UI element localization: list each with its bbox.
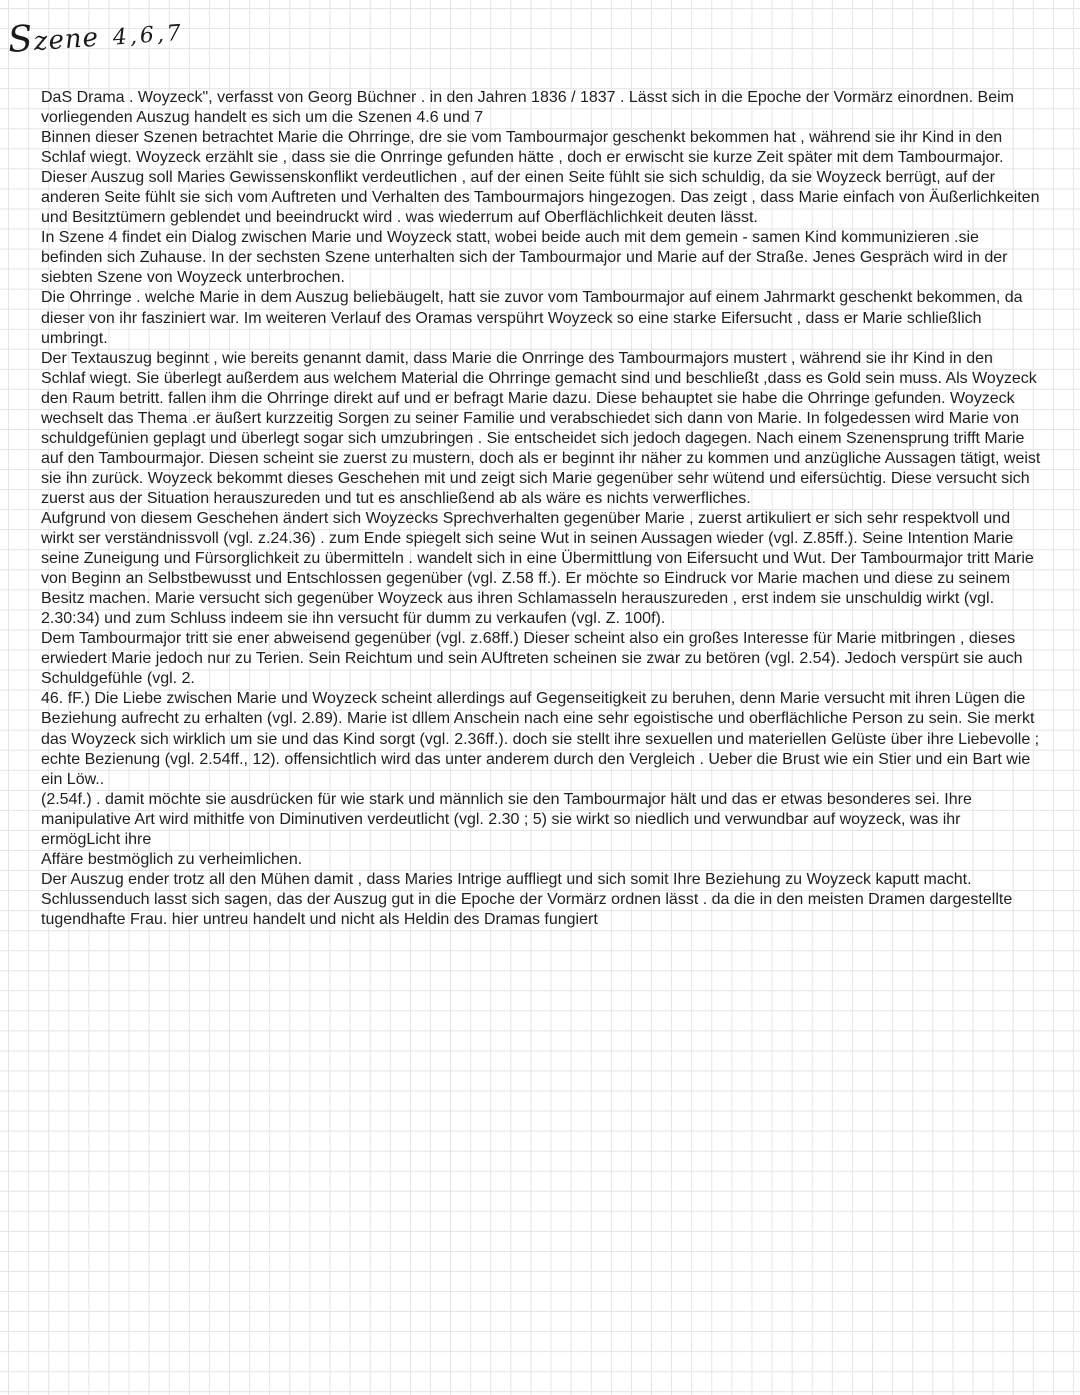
paragraph-tambourmajor: Dem Tambourmajor tritt sie ener abweisend gegenüber (vgl. z.68ff.) Dieser scheint also ein großes Interesse für Marie mitbringen , dieses erwiedert Marie jedoch nur zu Terien. Sein Reichtum und sein AUftreten scheinen sie zwar zu betören (vgl. 2.54). Jedoch verspürt sie auch Schuldgefühle (vgl. 2.	[41, 630, 1023, 688]
paragraph-intro: DaS Drama . Woyzeck", verfasst von Georg Büchner . in den Jahren 1836 / 1837 . Lässt sich in die Epoche der Vormärz einordnen. Beim vorliegenden Auszug handelt es sich um die Szenen 4.6 und 7	[41, 89, 1014, 127]
paragraph-plot: Der Textauszug beginnt , wie bereits genannt damit, dass Marie die Onrringe des Tambourmajors mustert , während sie ihr Kind in den Schlaf wiegt. Sie überlegt außerdem aus welchem Material die Ohrringe gemacht sind und beschließt ,dass es Gold sein muss. Als Woyzeck den Raum betritt. fallen ihm die Ohrringe direkt auf und er befragt Marie dazu. Diese behauptet sie habe die Ohrringe gefunden. Woyzeck wechselt das Thema .er äußert kurzzeitig Sorgen zu seiner Familie und verabschiedet sich dann von Marie. In folgedessen wird Marie von schuldgefünien geplagt und überlegt sogar sich umzubringen . Sie entscheidet sich jedoch dagegen. Nach einem Szenensprung trifft Marie auf den Tambourmajor. Diesen scheint sie zuerst zu mustern, doch als er beginnt ihr näher zu kommen und anzügliche Aussagen tätigt, weist sie ihn zurück. Woyzeck bekommt dieses Geschehen mit und zeigt sich Marie gegenüber sehr wütend und eifersüchtig. Diese versucht sich zuerst aus der Situation herauszureden und tut es anschließend ab als wäre es nichts verwerfliches.	[41, 349, 1041, 507]
heading-scene-numbers: 4,6,7	[112, 20, 185, 51]
heading-initial: S	[6, 18, 36, 61]
paragraph-manipulation: (2.54f.) . damit möchte sie ausdrücken für wie stark und männlich sie den Tambourmajor hält und das er etwas besonderes sei. Ihre manipulative Art wird mithitfe von Diminutiven verdeutlicht (vgl. 2.30 ; 5) sie wirkt so niedlich und verwundbar auf woyzeck, was ihr ermögLicht ihre	[41, 790, 972, 848]
handwritten-heading	[7, 8, 185, 61]
paragraph-earrings: Die Ohrringe . welche Marie in dem Auszug beliebäugelt, hatt sie zuvor vom Tambourmajor auf einem Jahrmarkt geschenkt bekommen, da dieser von ihr fasziniert war. Im weiteren Verlauf des Oramas verspührt Woyzeck so eine starke Eifersucht , dass er Marie schließlich umbringt.	[41, 289, 1023, 347]
paragraph-affair: Affäre bestmöglich zu verheimlichen.	[41, 850, 303, 868]
paragraph-summary: Binnen dieser Szenen betrachtet Marie die Ohrringe, dre sie vom Tambourmajor geschenkt bekommen hat , während sie ihr Kind in den Schlaf wiegt. Woyzeck erzählt sie , dass sie die Onrringe gefunden hätte , doch er erwischt sie kurze Zeit später mit dem Tambourmajor. Dieser Auszug soll Maries Gewissenskonflikt verdeutlichen , auf der einen Seite fühlt sie sich schuldig, da sie Woyzeck berrügt, auf der anderen Seite fühlt sie sich vom Auftreten und Verhalten des Tambourmajors hingezogen. Das zeigt , dass Marie einfach von Äußerlichkeiten und Besitztümern geblendet und beeindruckt wird . was wiederrum auf Oberflächlichkeit deuten lässt.	[41, 129, 1040, 227]
paragraph-relationship: 46. fF.) Die Liebe zwischen Marie und Woyzeck scheint allerdings auf Gegenseitigkeit zu beruhen, denn Marie versucht mit ihren Lügen die Beziehung aufrecht zu erhalten (vgl. 2.89). Marie ist dllem Anschein nach eine sehr egoistische und oberflächliche Person zu sein. Sie merkt das Woyzeck sich wirklich um sie und das Kind sorgt (vgl. 2.36ff.). doch sie stellt ihre sexuellen und materiellen Gelüste über ihre Liebevolle ; echte Bezienung (vgl. 2.54ff., 12). offensichtlich wird das unter anderem durch den Vergleich . Ueber die Brust wie ein Stier und ein Bart wie ein Löw..	[41, 690, 1040, 788]
paragraph-setting: In Szene 4 findet ein Dialog zwischen Marie und Woyzeck statt, wobei beide auch mit dem gemein - samen Kind kommunizieren .sie befinden sich Zuhause. In der sechsten Szene unterhalten sich der Tambourmajor und Marie auf der Straße. Jenes Gespräch wird in der siebten Szene von Woyzeck unterbrochen.	[41, 229, 1008, 287]
paragraph-speech-analysis: Aufgrund von diesem Geschehen ändert sich Woyzecks Sprechverhalten gegenüber Marie , zuerst artikuliert er sich sehr respektvoll und wirkt ser verständnissvoll (vgl. z.24.36) . zum Ende spiegelt sich seine Wut in seinen Aussagen wieder (vgl. Z.85ff.). Seine Intention Marie seine Zuneigung und Fürsorglichkeit zu übermitteln . wandelt sich in eine Übermittlung von Eifersucht und Wut. Der Tambourmajor tritt Marie von Beginn an Selbstbewusst und Entschlossen gegenüber (vgl. Z.58 ff.). Er möchte so Eindruck vor Marie machen und diese zu seinem Besitz machen. Marie versucht sich gegenüber Woyzeck aus ihren Schlamasseln herauszureden , erst indem sie unschuldig wirkt (vgl. 2.30:34) und zum Schluss indeem sie ihn versucht für dumm zu verkaufen (vgl. Z. 100f).	[41, 509, 1034, 628]
paragraph-conclusion: Der Auszug ender trotz all den Mühen damit , dass Maries Intrige auffliegt und sich somit Ihre Beziehung zu Woyzeck kaputt macht. Schlussenduch lasst sich sagen, das der Auszug gut in die Epoche der Vormärz ordnen lässt . da die in den meisten Dramen dargestellte tugendhafte Frau. hier untreu handelt und nicht als Heldin des Dramas fungiert	[41, 870, 1013, 928]
heading-word: zene	[32, 22, 100, 58]
essay-body	[41, 88, 1041, 930]
